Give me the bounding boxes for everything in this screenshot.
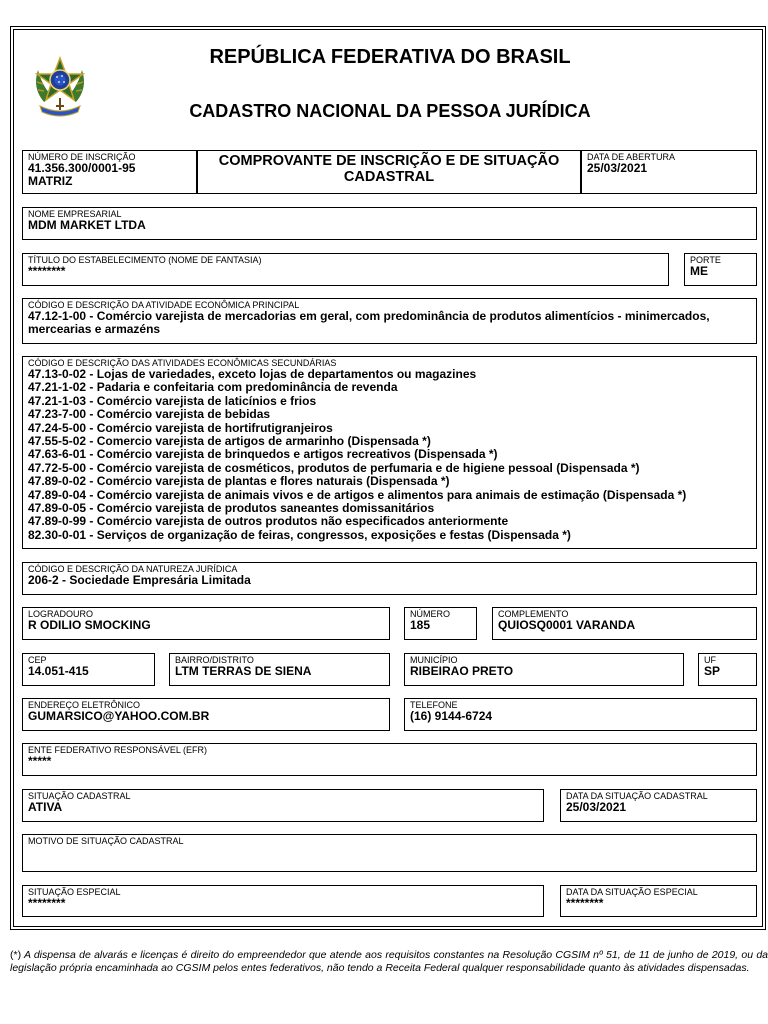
- complemento-value: QUIOSQ0001 VARANDA: [498, 618, 636, 632]
- atividade-secundaria-item: 82.30-0-01 - Serviços de organização de feiras, congressos, exposições e festas (Dispensada *): [28, 527, 571, 542]
- municipio-box: [404, 653, 684, 686]
- atividade-principal-value: 47.12-1-00 - Comércio varejista de mercadorias em geral, com predominância de produtos alimentícios - minimercados, mercearias e armazéns: [28, 309, 710, 336]
- data-situacao-especial-box: [560, 885, 757, 917]
- porte-box: [684, 253, 757, 286]
- atividade-secundaria-item: 47.63-6-01 - Comércio varejista de brinquedos e artigos recreativos (Dispensada *): [28, 447, 498, 462]
- atividade-secundaria-item: 47.21-1-03 - Comércio varejista de laticínios e frios: [28, 393, 317, 408]
- complemento-label: COMPLEMENTO: [498, 609, 569, 619]
- footnote: [10, 949, 768, 975]
- abertura-box: [581, 150, 757, 194]
- uf-label: UF: [704, 655, 716, 665]
- header-title: REPÚBLICA FEDERATIVA DO BRASIL: [209, 46, 571, 68]
- nome-empresarial-box: [22, 207, 757, 240]
- footnote-mark: (*): [10, 949, 22, 961]
- email-value: GUMARSICO@YAHOO.COM.BR: [28, 709, 210, 723]
- cep-box: [22, 653, 155, 686]
- situacao-box: [22, 789, 544, 822]
- inscricao-number: 41.356.300/0001-95: [28, 161, 136, 175]
- data-situacao-label: DATA DA SITUAÇÃO CADASTRAL: [566, 791, 708, 801]
- numero-label: NÚMERO: [410, 609, 450, 619]
- abertura-label: DATA DE ABERTURA: [587, 152, 676, 162]
- efr-box: [22, 743, 757, 776]
- nome-empresarial-value: MDM MARKET LTDA: [28, 218, 146, 232]
- atividades-secundarias-box: [22, 356, 757, 549]
- cep-value: 14.051-415: [28, 664, 89, 678]
- bairro-value: LTM TERRAS DE SIENA: [175, 664, 312, 678]
- comprovante-title: COMPROVANTE DE INSCRIÇÃO E DE SITUAÇÃO CADASTRAL: [218, 153, 560, 185]
- cep-label: CEP: [28, 655, 47, 665]
- telefone-value: (16) 9144-6724: [410, 709, 493, 723]
- email-box: [22, 698, 390, 731]
- efr-label: ENTE FEDERATIVO RESPONSÁVEL (EFR): [28, 745, 208, 755]
- porte-label: PORTE: [690, 255, 721, 265]
- atividade-secundaria-item: 47.13-0-02 - Lojas de variedades, exceto lojas de departamentos ou magazines: [28, 367, 477, 381]
- uf-value: SP: [704, 664, 721, 678]
- fantasia-label: TÍTULO DO ESTABELECIMENTO (NOME DE FANTASIA): [28, 255, 262, 265]
- header-subtitle: CADASTRO NACIONAL DA PESSOA JURÍDICA: [189, 101, 591, 121]
- fantasia-box: [22, 253, 669, 286]
- atividade-secundaria-item: 47.89-0-05 - Comércio varejista de produtos saneantes domissanitários: [28, 501, 435, 516]
- uf-box: [698, 653, 757, 686]
- situacao-label: SITUAÇÃO CADASTRAL: [28, 791, 131, 801]
- numero-box: [404, 607, 477, 640]
- situacao-value: ATIVA: [28, 800, 63, 814]
- data-situacao-especial-value: ********: [566, 896, 604, 910]
- atividade-secundaria-item: 47.72-5-00 - Comércio varejista de cosméticos, produtos de perfumaria e de higiene pessoal (Dispensada *): [28, 460, 640, 475]
- telefone-label: TELEFONE: [410, 700, 458, 710]
- bairro-box: [169, 653, 390, 686]
- bairro-label: BAIRRO/DISTRITO: [175, 655, 254, 665]
- atividade-secundaria-item: 47.55-5-02 - Comercio varejista de artigos de armarinho (Dispensada *): [28, 434, 431, 449]
- natureza-juridica-label: CÓDIGO E DESCRIÇÃO DA NATUREZA JURÍDICA: [28, 564, 238, 574]
- porte-value: ME: [690, 264, 708, 278]
- motivo-box: [22, 834, 757, 872]
- data-situacao-especial-label: DATA DA SITUAÇÃO ESPECIAL: [566, 887, 698, 897]
- telefone-box: [404, 698, 757, 731]
- data-situacao-box: [560, 789, 757, 822]
- abertura-value: 25/03/2021: [587, 161, 648, 175]
- logradouro-label: LOGRADOURO: [28, 609, 94, 619]
- atividade-principal-label: CÓDIGO E DESCRIÇÃO DA ATIVIDADE ECONÔMICA PRINCIPAL: [28, 300, 300, 310]
- municipio-value: RIBEIRAO PRETO: [410, 664, 514, 678]
- situacao-especial-label: SITUAÇÃO ESPECIAL: [28, 887, 121, 897]
- situacao-especial-value: ********: [28, 896, 66, 910]
- atividades-secundarias-label: CÓDIGO E DESCRIÇÃO DAS ATIVIDADES ECONÔMICAS SECUNDÁRIAS: [28, 358, 337, 368]
- email-label: ENDEREÇO ELETRÔNICO: [28, 700, 141, 710]
- logradouro-value: R ODILIO SMOCKING: [28, 618, 151, 632]
- fantasia-value: ********: [28, 264, 66, 278]
- comprovante-box: [197, 150, 581, 194]
- complemento-box: [492, 607, 757, 640]
- atividade-principal-box: [22, 298, 757, 344]
- atividade-secundaria-item: 47.21-1-02 - Padaria e confeitaria com predominância de revenda: [28, 380, 398, 395]
- atividades-secundarias-list: [28, 368, 751, 542]
- efr-value: *****: [28, 754, 52, 768]
- inscricao-box: [22, 150, 197, 194]
- footnote-text: A dispensa de alvarás e licenças é direito do empreendedor que atende aos requisitos constantes na Resolução CGSIM nº 51, de 11 de junho de 2019, ou da legislação própria encaminhada ao CGSIM pelos entes federativos, não tendo a Receita Federal qualquer responsabilidade quanto às atividades dispensadas.: [10, 949, 768, 974]
- atividade-secundaria-item: 47.24-5-00 - Comércio varejista de hortifrutigranjeiros: [28, 420, 333, 435]
- atividade-secundaria-item: 47.89-0-99 - Comércio varejista de outros produtos não especificados anteriormente: [28, 514, 509, 529]
- inscricao-type: MATRIZ: [28, 174, 73, 188]
- atividade-secundaria-item: 47.89-0-04 - Comércio varejista de animais vivos e de artigos e alimentos para animais de estimação (Dispensada *): [28, 487, 687, 502]
- nome-empresarial-label: NOME EMPRESARIAL: [28, 209, 122, 219]
- brazil-coat-of-arms-icon: [30, 56, 90, 118]
- natureza-juridica-box: [22, 562, 757, 595]
- logradouro-box: [22, 607, 390, 640]
- atividade-secundaria-item: 47.89-0-02 - Comércio varejista de plantas e flores naturais (Dispensada *): [28, 474, 450, 489]
- inscricao-label: NÚMERO DE INSCRIÇÃO: [28, 152, 136, 162]
- numero-value: 185: [410, 618, 431, 632]
- motivo-label: MOTIVO DE SITUAÇÃO CADASTRAL: [28, 836, 184, 846]
- municipio-label: MUNICÍPIO: [410, 655, 458, 665]
- natureza-juridica-value: 206-2 - Sociedade Empresária Limitada: [28, 573, 251, 587]
- situacao-especial-box: [22, 885, 544, 917]
- atividade-secundaria-item: 47.23-7-00 - Comércio varejista de bebidas: [28, 407, 271, 422]
- data-situacao-value: 25/03/2021: [566, 800, 627, 814]
